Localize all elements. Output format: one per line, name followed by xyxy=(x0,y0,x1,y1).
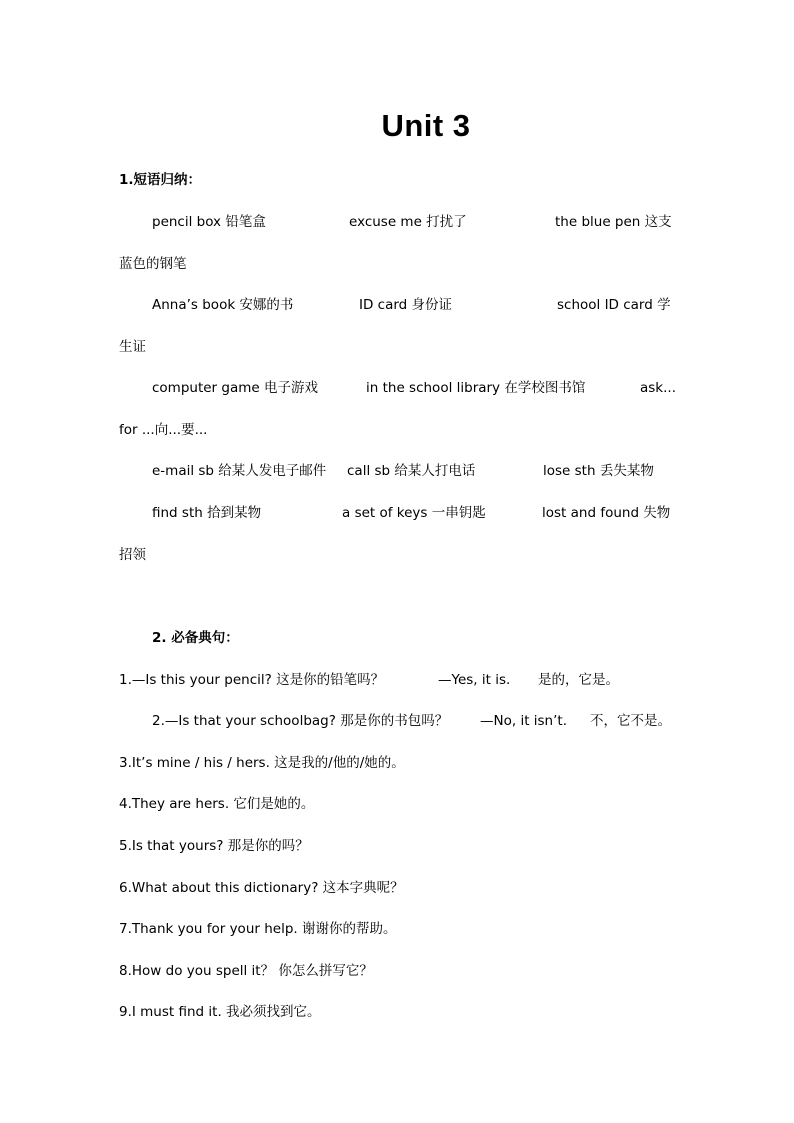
phrase-continuation: 蓝色的钢笔 xyxy=(119,256,187,272)
phrase-item: computer game 电子游戏 xyxy=(152,380,318,396)
sentence-item: 4.They are hers. 它们是她的。 xyxy=(119,796,315,812)
sentence-answer-cn: 不，它不是。 xyxy=(590,713,671,729)
phrase-item: pencil box 铅笔盒 xyxy=(152,214,266,230)
section1-heading: 1.短语归纳： xyxy=(119,172,202,188)
sentence-item: 2.—Is that your schoolbag? 那是你的书包吗？ xyxy=(152,713,449,729)
phrase-continuation: for ...向...要... xyxy=(119,422,208,438)
phrase-item: excuse me 打扰了 xyxy=(349,214,467,230)
phrase-item: Anna’s book 安娜的书 xyxy=(152,297,294,313)
phrase-continuation: 招领 xyxy=(119,547,146,563)
phrase-item: e-mail sb 给某人发电子邮件 xyxy=(152,463,327,479)
sentence-answer-cn: 是的，它是。 xyxy=(538,672,619,688)
phrase-continuation: 生证 xyxy=(119,339,146,355)
phrase-item: ask... xyxy=(640,380,676,396)
section2-heading: 2. 必备典句： xyxy=(152,630,239,646)
sentence-item: 1.—Is this your pencil? 这是你的铅笔吗？ xyxy=(119,672,385,688)
phrase-item: lost and found 失物 xyxy=(542,505,671,521)
phrase-item: school ID card 学 xyxy=(557,297,671,313)
phrase-item: in the school library 在学校图书馆 xyxy=(366,380,586,396)
phrase-item: a set of keys 一串钥匙 xyxy=(342,505,486,521)
page-title: Unit 3 xyxy=(381,108,471,143)
sentence-answer: —No, it isn’t. xyxy=(480,713,567,729)
sentence-item: 3.It’s mine / his / hers. 这是我的/他的/她的。 xyxy=(119,755,405,771)
sentence-item: 6.What about this dictionary? 这本字典呢？ xyxy=(119,880,404,896)
phrase-item: find sth 拾到某物 xyxy=(152,505,262,521)
phrase-item: lose sth 丢失某物 xyxy=(543,463,654,479)
phrase-item: the blue pen 这支 xyxy=(555,214,672,230)
sentence-item: 5.Is that yours? 那是你的吗？ xyxy=(119,838,309,854)
phrase-item: ID card 身份证 xyxy=(359,297,453,313)
sentence-item: 9.I must find it. 我必须找到它。 xyxy=(119,1004,321,1020)
sentence-answer: —Yes, it is. xyxy=(438,672,511,688)
phrase-item: call sb 给某人打电话 xyxy=(347,463,476,479)
sentence-item: 8.How do you spell it？ 你怎么拼写它？ xyxy=(119,963,373,979)
sentence-item: 7.Thank you for your help. 谢谢你的帮助。 xyxy=(119,921,397,937)
